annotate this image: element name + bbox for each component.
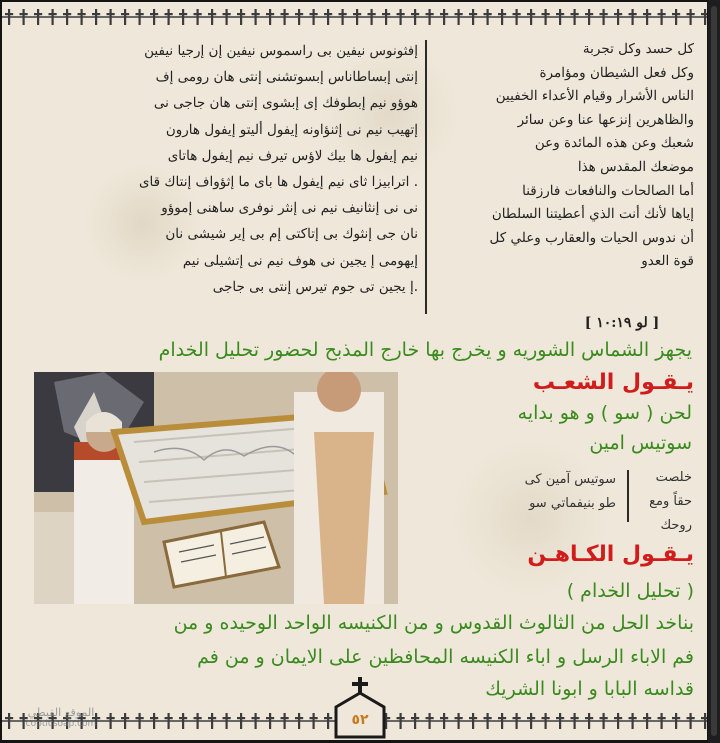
coptic-line: إفثونوس نيفين بى راسموس نيفين إن إرجيا نيفين — [144, 43, 418, 59]
top-decorative-border — [2, 2, 707, 32]
response-arabic-line: حقاً ومع — [649, 494, 692, 509]
arabic-line: أما الصالحات والنافعات فارزقنا — [522, 182, 694, 199]
coptic-line: نان جى إنثوك بى إتاكتى إم بى إير شيشى نان — [165, 226, 418, 243]
coptic-line: . اترابيزا ثاى نيم إيفول ها باى ما إثؤواف إنتاك قاى — [138, 174, 418, 191]
response-coptic-line: طو بنيفماتي سو — [529, 496, 616, 511]
amen-line: سوتيس امين — [589, 432, 692, 454]
absolution-line: فم الاباء الرسل و اباء الكنيسه المحافظين على الايمان و من فم — [197, 646, 694, 668]
arabic-line: والظاهرين إنزعها عنا وعن سائر — [517, 111, 694, 128]
response-divider — [627, 470, 629, 522]
priest-heading: يـقـول الكـاهـن — [527, 542, 694, 567]
arabic-line: وكل فعل الشيطان ومؤامرة — [539, 64, 694, 81]
watermark-name: الموقع القبطي — [27, 706, 95, 719]
absolution-line: قداسه البابا و ابونا الشريك — [485, 678, 694, 700]
arabic-line: شعبك وعن هذه المائدة وعن — [534, 135, 694, 152]
arabic-line: كل حسد وكل تجربة — [582, 41, 694, 57]
response-arabic-line: خلصت — [655, 470, 692, 485]
page-number: ٥٢ — [351, 712, 369, 728]
altar-scene-illustration — [34, 372, 398, 604]
arabic-line: إياها لأنك أنت الذي أعطيتنا السلطان — [491, 206, 694, 223]
absolution-line: بناخد الحل من الثالوث القدوس و من الكنيسه الواحد الوحيده و من — [173, 612, 694, 634]
response-coptic-line: سوتيس آمين كى — [524, 472, 616, 487]
coptic-line: .إ يجين تى جوم تيرس إنتى بى جاجى — [212, 278, 418, 295]
coptic-line: إتهيب نيم نى إثنؤاونه إيفول أليتو إيفول هارون — [165, 121, 418, 138]
arabic-line: موضعك المقدس هذا — [577, 158, 694, 175]
coptic-transliteration-column — [22, 38, 418, 320]
response-arabic — [636, 466, 692, 538]
tune-line: لحن ( سو ) و هو بدايه — [517, 402, 692, 424]
arabic-text-column — [432, 38, 694, 320]
column-divider — [425, 40, 427, 314]
site-watermark — [16, 706, 106, 740]
prayer-book-page — [2, 2, 707, 740]
people-heading: يـقـول الشعـب — [532, 370, 694, 395]
scripture-reference: [ لو ١٠:١٩ ] — [584, 315, 660, 331]
servants-absolution-title: ( تحليل الخدام ) — [566, 580, 694, 602]
watermark-tag: copticsoap.com — [25, 719, 97, 729]
coptic-line: إيهومى إ يجين نى هوف نيم نى إتشيلى نيم — [182, 252, 418, 269]
rubric-instruction: يجهز الشماس الشوريه و يخرج بها خارج المذبح لحضور تحليل الخدام — [158, 339, 692, 361]
arabic-line: الناس الأشرار وقيام الأعداء الخفيين — [495, 88, 694, 105]
church-page-number-icon — [332, 677, 388, 739]
coptic-line: نيم إيفول ها بيك لاؤس تيرف نيم إيفول هاتاى — [167, 147, 418, 164]
response-coptic — [468, 468, 616, 516]
arabic-line: قوة العدو — [641, 253, 694, 270]
coptic-line: هوؤو نيم إبطوفك إى إبشوى إنتى هان جاجى نى — [153, 95, 418, 112]
vertical-scrollbar[interactable] — [708, 0, 720, 743]
arabic-line: أن ندوس الحيات والعقارب وعلي كل — [489, 229, 694, 246]
coptic-line: إنتى إبساطاناس إبسوتشنى إنتى هان رومى إف — [155, 69, 418, 86]
response-arabic-line: روحك — [660, 518, 692, 533]
scrollbar-thumb[interactable] — [711, 6, 717, 736]
coptic-line: نى نى إنثانيف نيم نى إنثر نوفرى ساهنى إموؤو — [161, 200, 418, 217]
